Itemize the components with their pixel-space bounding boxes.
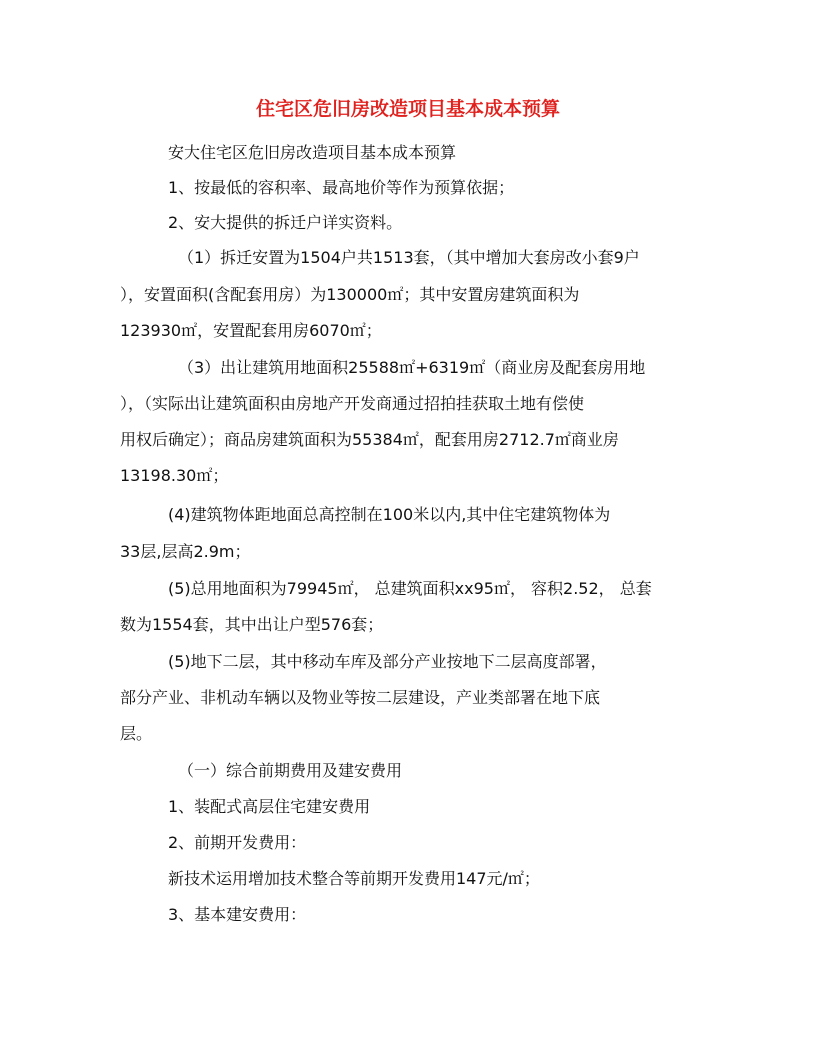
- paragraph-subtitle: 安大住宅区危旧房改造项目基本成本预算: [168, 143, 457, 162]
- paragraph-land-line-2: ），（实际出让建筑面积由房地产开发商通过招拍挂获取土地有偿使: [120, 394, 585, 413]
- paragraph-basement-line-3: 层。: [120, 724, 153, 743]
- paragraph-item-1: 1、按最低的容积率、最高地价等作为预算依据；: [168, 178, 515, 197]
- document-title: 住宅区危旧房改造项目基本成本预算: [255, 98, 560, 120]
- paragraph-land-line-1: （3）出让建筑用地面积25588㎡+6319㎡（商业房及配套房用地: [178, 358, 646, 377]
- paragraph-land-line-4: 13198.30㎡；: [120, 466, 229, 485]
- paragraph-cost-item-2: 2、前期开发费用：: [168, 833, 307, 852]
- paragraph-cost-item-1: 1、装配式高层住宅建安费用: [168, 797, 371, 816]
- paragraph-basement-line-1: (5)地下二层，其中移动车库及部分产业按地下二层高度部署，: [168, 652, 607, 671]
- paragraph-relocation-line-3: 123930㎡，安置配套用房6070㎡；: [120, 321, 382, 340]
- section-heading: （一）综合前期费用及建安费用: [178, 761, 403, 780]
- paragraph-relocation-line-2: ），安置面积(含配套用房）为130000㎡；其中安置房建筑面积为: [120, 285, 580, 304]
- paragraph-area-line-2: 数为1554套，其中出让户型576套；: [120, 615, 384, 634]
- paragraph-basement-line-2: 部分产业、非机动车辆以及物业等按二层建设，产业类部署在地下底: [120, 688, 601, 707]
- paragraph-height-line-2: 33层,层高2.9m；: [120, 542, 251, 561]
- paragraph-cost-item-3: 3、基本建安费用：: [168, 905, 307, 924]
- paragraph-area-line-1: (5)总用地面积为79945㎡， 总建筑面积xx95㎡， 容积2.52， 总套: [168, 579, 652, 598]
- paragraph-land-line-3: 用权后确定）；商品房建筑面积为55384㎡，配套用房2712.7㎡商业房: [120, 430, 619, 449]
- paragraph-relocation-line-1: （1）拆迁安置为1504户共1513套，（其中增加大套房改小套9户: [178, 248, 640, 267]
- paragraph-item-2: 2、安大提供的拆迁户详实资料。: [168, 213, 403, 232]
- paragraph-height-line-1: (4)建筑物体距地面总高控制在100米以内,其中住宅建筑物体为: [168, 505, 611, 524]
- paragraph-cost-detail: 新技术运用增加技术整合等前期开发费用147元/㎡；: [168, 869, 540, 888]
